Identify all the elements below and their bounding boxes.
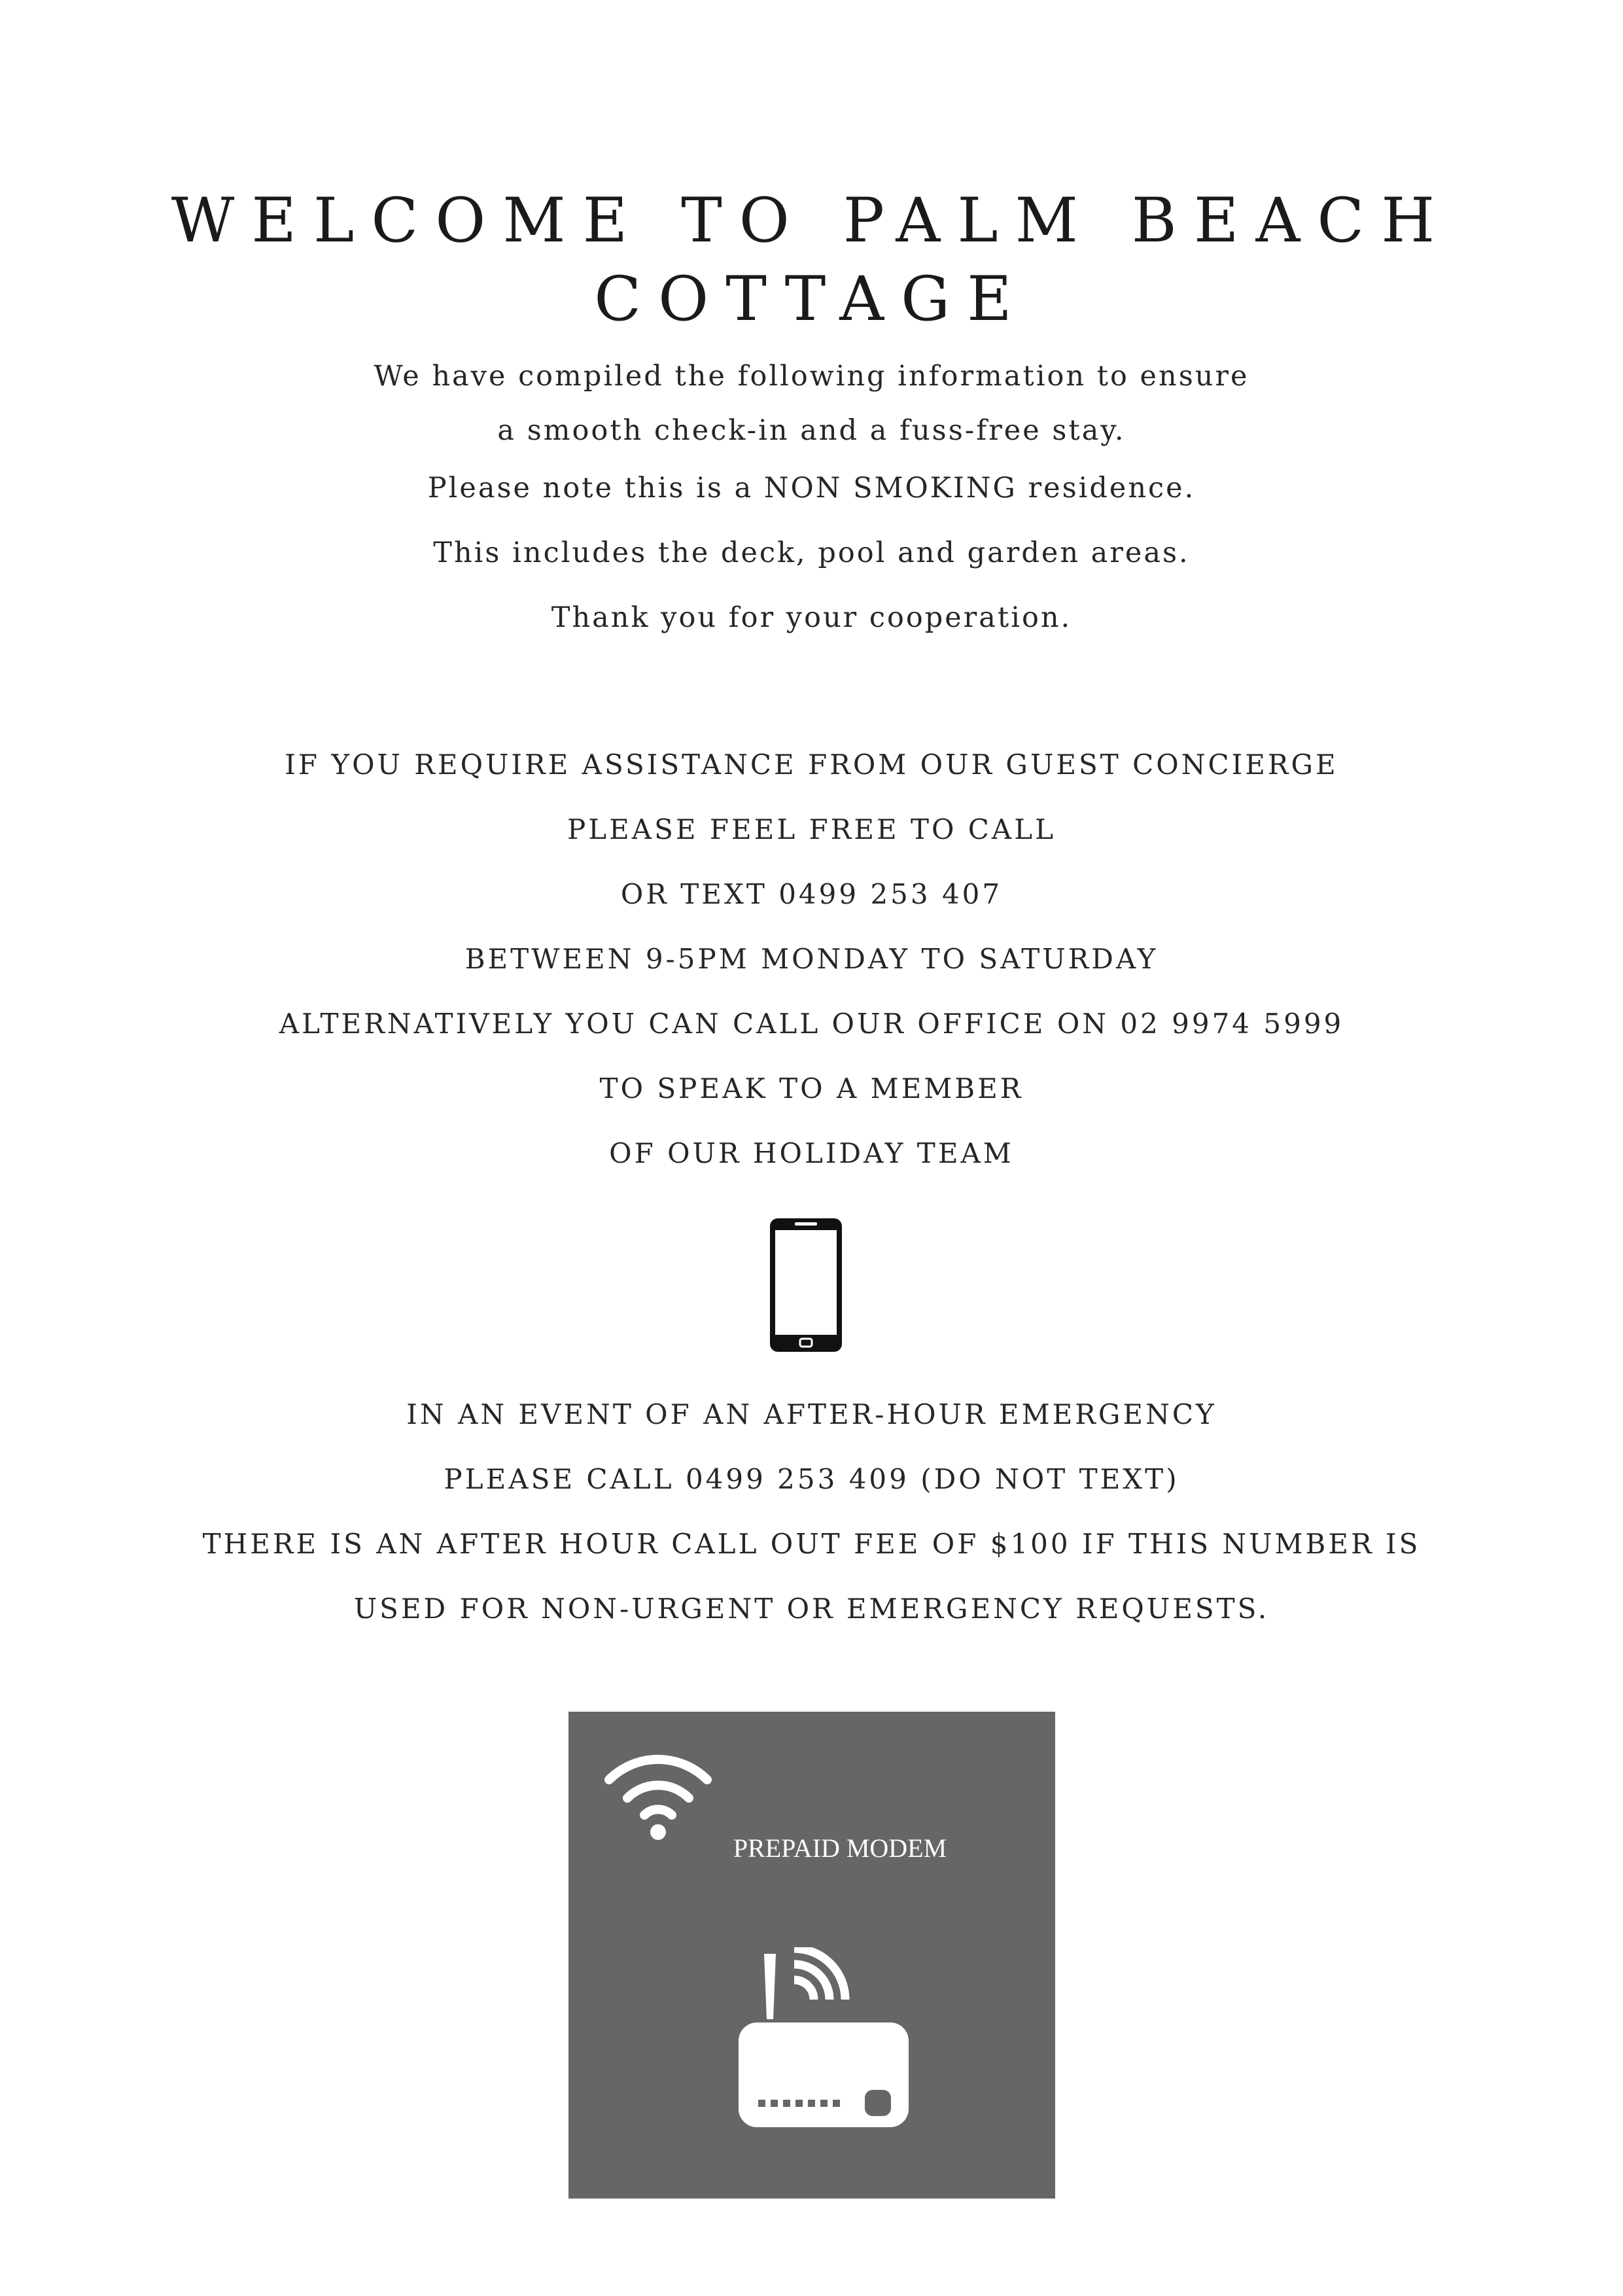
intro-line-5: Thank you for your cooperation. [551,601,1072,634]
emergency-line-4: USED FOR NON-URGENT OR EMERGENCY REQUESTS. [353,1593,1270,1625]
concierge-line-4: BETWEEN 9-5PM MONDAY TO SATURDAY [464,943,1159,975]
intro-line-2: a smooth check-in and a fuss-free stay. [497,414,1126,447]
concierge-line-5: ALTERNATIVELY YOU CAN CALL OUR OFFICE ON 02 9974 5999 [279,1008,1344,1040]
emergency-line-1: IN AN EVENT OF AN AFTER-HOUR EMERGENCY [406,1398,1217,1430]
concierge-line-7: OF OUR HOLIDAY TEAM [609,1137,1014,1169]
router-icon [735,1947,912,2150]
phone-icon [767,1216,845,1354]
concierge-line-2: PLEASE FEEL FREE TO CALL [567,813,1056,845]
intro-line-1: We have compiled the following information to ensure [374,360,1249,393]
page-title: WELCOME TO PALM BEACH COTTAGE [171,185,1452,335]
concierge-line-3: OR TEXT 0499 253 407 [620,878,1003,910]
emergency-line-3: THERE IS AN AFTER HOUR CALL OUT FEE OF $100 IF THIS NUMBER IS [202,1528,1421,1560]
wifi-panel [568,1712,1055,2199]
emergency-line-2: PLEASE CALL 0499 253 409 (DO NOT TEXT) [444,1463,1179,1495]
intro-line-3: Please note this is a NON SMOKING residence. [427,472,1196,504]
concierge-line-1: IF YOU REQUIRE ASSISTANCE FROM OUR GUEST CONCIERGE [285,749,1338,781]
concierge-line-6: TO SPEAK TO A MEMBER [599,1072,1024,1104]
intro-line-4: This includes the deck, pool and garden areas. [433,537,1190,569]
prepaid-modem-label: PREPAID MODEM [733,1833,947,1863]
wifi-icon [602,1752,714,1841]
